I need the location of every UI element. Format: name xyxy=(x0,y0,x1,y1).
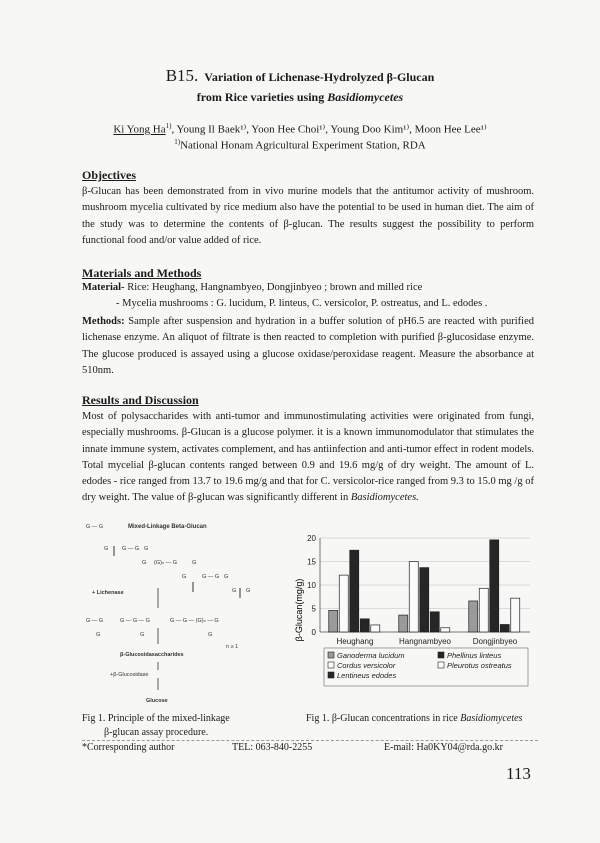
material-text: Rice: Heughang, Hangnambyeo, Dongjinbyeo ; brown and milled rice xyxy=(124,282,423,293)
chart-legend xyxy=(324,648,528,686)
title-text-2: from Rice varieties using xyxy=(196,90,328,104)
first-author-sup: 1) xyxy=(165,122,172,130)
author-list xyxy=(0,122,600,136)
mycelia-line: - Mycelia mushrooms : G. lucidum, P. linteus, C. versicolor, P. ostreatus, and L. edodes . xyxy=(116,298,488,309)
diagram-title: Mixed-Linkage Beta-Glucan xyxy=(128,524,207,530)
ytick-0: 0 xyxy=(311,628,316,637)
methods-label: Methods: xyxy=(82,316,125,327)
bar-heughang-1 xyxy=(329,610,338,632)
bar-dongjinbyeo-5 xyxy=(511,598,520,632)
xtick-dongjinbyeo: Dongjinbyeo xyxy=(472,637,518,646)
chart-xlabels xyxy=(337,637,518,646)
bar-hangnambyeo-5 xyxy=(441,628,450,632)
materials-heading: Materials and Methods xyxy=(82,266,202,280)
svg-text:G: G xyxy=(208,632,213,638)
svg-text:G: G xyxy=(96,632,101,638)
page-number: 113 xyxy=(506,764,531,783)
lichenase-label: + Lichenase xyxy=(92,590,124,596)
bar-dongjinbyeo-3 xyxy=(490,540,499,632)
xtick-hangnambyeo: Hangnambyeo xyxy=(398,637,452,646)
svg-text:G — G: G — G xyxy=(122,546,140,552)
chart-yticks xyxy=(307,534,316,637)
svg-text:G: G xyxy=(144,546,149,552)
ytick-15: 15 xyxy=(307,557,316,567)
legend-swatch-4 xyxy=(438,652,444,658)
ytick-10: 10 xyxy=(307,581,316,590)
bar-dongjinbyeo-4 xyxy=(500,624,509,632)
svg-text:G: G xyxy=(224,574,229,580)
bar-heughang-3 xyxy=(350,550,359,632)
glucose-label: Glucose xyxy=(146,698,168,704)
bar-hangnambyeo-4 xyxy=(430,612,439,632)
bar-hangnambyeo-3 xyxy=(420,568,429,632)
svg-text:G: G xyxy=(246,588,251,594)
affiliation-text: National Honam Agricultural Experiment Station, RDA xyxy=(180,139,426,152)
svg-text:G: G xyxy=(192,560,197,566)
bar-dongjinbyeo-2 xyxy=(479,588,488,632)
legend-swatch-1 xyxy=(328,652,334,658)
svg-text:G: G xyxy=(104,546,109,552)
objectives-heading: Objectives xyxy=(82,168,136,182)
first-author: Ki Yong Ha xyxy=(113,123,166,136)
glucosidase-label: +β-Glucosidase xyxy=(110,672,149,678)
svg-text:G: G xyxy=(232,588,237,594)
objectives-text: β-Glucan has been demonstrated from in vivo murine models that the antitumor activity of mushroom. mushroom mycelia cultivated by rice medium also have the potential to be used in human diet. The aim of the study was to determine the contents of β-glucan. The results suggest the possibility to perform functional food and/or value added of rice. xyxy=(82,186,534,246)
material-line xyxy=(82,282,422,293)
title-italic: Basidiomycetes xyxy=(327,90,404,104)
svg-text:G — G: G — G xyxy=(86,618,104,624)
bar-hangnambyeo-1 xyxy=(399,615,408,632)
paper-title-line2 xyxy=(0,90,600,105)
svg-text:G — G: G — G xyxy=(202,574,220,580)
xtick-heughang: Heughang xyxy=(336,637,374,646)
legend-swatch-2 xyxy=(328,662,334,668)
bar-heughang-5 xyxy=(371,625,380,632)
n-label: n ≥ 1 xyxy=(226,644,239,650)
abstract-code: B15. xyxy=(165,66,199,85)
left-figure-caption-2: β-glucan assay procedure. xyxy=(104,727,209,738)
svg-text:(G)ₙ — G: (G)ₙ — G xyxy=(154,560,177,566)
bar-heughang-4 xyxy=(360,619,369,632)
material-label: Material- xyxy=(82,282,125,293)
affiliation-sup: 1) xyxy=(174,138,181,146)
right-caption-italic: Basidiomycetes xyxy=(460,713,523,724)
affiliation xyxy=(0,138,600,152)
glucan-bar-chart xyxy=(290,528,538,708)
svg-text:G: G xyxy=(142,560,147,566)
assay-scheme-diagram xyxy=(80,520,280,710)
paper-title-line1 xyxy=(0,66,600,86)
bar-hangnambyeo-2 xyxy=(409,562,418,633)
other-authors: , Young Il Baek¹⁾, Yoon Hee Choi¹⁾, Young Doo Kim¹⁾, Moon Hee Lee¹⁾ xyxy=(171,123,487,136)
right-caption-text: Fig 1. β-Glucan concentrations in rice xyxy=(306,713,461,724)
legend-label-5: Pleurotus ostreatus xyxy=(447,661,512,670)
svg-text:G — G — (G)ₙ — G: G — G — (G)ₙ — G xyxy=(170,618,219,624)
legend-swatch-3 xyxy=(328,672,334,678)
chart-bars xyxy=(329,540,520,632)
svg-text:G — G: G — G xyxy=(86,524,104,530)
svg-text:G — G — G: G — G — G xyxy=(120,618,150,624)
legend-swatch-5 xyxy=(438,662,444,668)
corresponding-author: *Corresponding author xyxy=(82,742,175,753)
legend-label-3: Lentineus edodes xyxy=(337,671,397,680)
right-figure-caption xyxy=(306,713,522,724)
oligosaccharides-label: β-Glucosidasaccharides xyxy=(120,652,184,658)
legend-label-1: Ganoderma lucidum xyxy=(337,651,405,660)
phone-number: TEL: 063-840-2255 xyxy=(232,742,313,753)
methods-paragraph xyxy=(82,314,534,379)
bar-heughang-2 xyxy=(339,575,348,632)
email-address: E-mail: Ha0KY04@rda.go.kr xyxy=(384,742,503,753)
results-italic: Basidiomycetes. xyxy=(350,492,419,504)
results-heading: Results and Discussion xyxy=(82,393,199,407)
left-figure-caption: Fig 1. Principle of the mixed-linkage xyxy=(82,713,230,724)
bar-dongjinbyeo-1 xyxy=(469,601,478,632)
results-text: Most of polysaccharides with anti-tumor and immunostimulating activities were originated from fungi, especially mushrooms. β-Glucan is a glucose polymer. it is a known immunomodulator that stimulates the innate immune system, activates complement, and has antiinfection and anti-tumor effect in rodent models. Total mycelial β-glucan contents ranged between 0.9 and 19.6 mg/g of dry weight. The amount of L. edodes - rice ranged from 13.7 to 19.6 mg/g and that for C. versicolor-rice ranged from 9.3 to 15.0 mg /g of dry weight. The value of β-glucan was significantly different in xyxy=(82,411,534,504)
results-paragraph xyxy=(82,409,534,507)
svg-text:G: G xyxy=(140,632,145,638)
svg-text:G: G xyxy=(182,574,187,580)
ytick-20: 20 xyxy=(307,534,316,543)
ytick-5: 5 xyxy=(311,604,316,614)
footer-separator xyxy=(82,740,538,741)
methods-text: Sample after suspension and hydration in a buffer solution of pH6.5 are reacted with purified lichenase enzyme. An aliquot of filtrate is then reacted to completion with purified β-glucosidase enzyme. The glucose produced is assayed using a glucose oxidase/peroxidase reagent. Measure the absorbance at 510nm. xyxy=(82,316,534,376)
title-text-1: Variation of Lichenase-Hydrolyzed β-Glucan xyxy=(204,70,435,84)
legend-label-4: Phellinus linteus xyxy=(447,651,502,660)
legend-label-2: Cordus versicolor xyxy=(337,661,396,670)
chart-ylabel: β-Glucan(mg/g) xyxy=(294,578,304,642)
